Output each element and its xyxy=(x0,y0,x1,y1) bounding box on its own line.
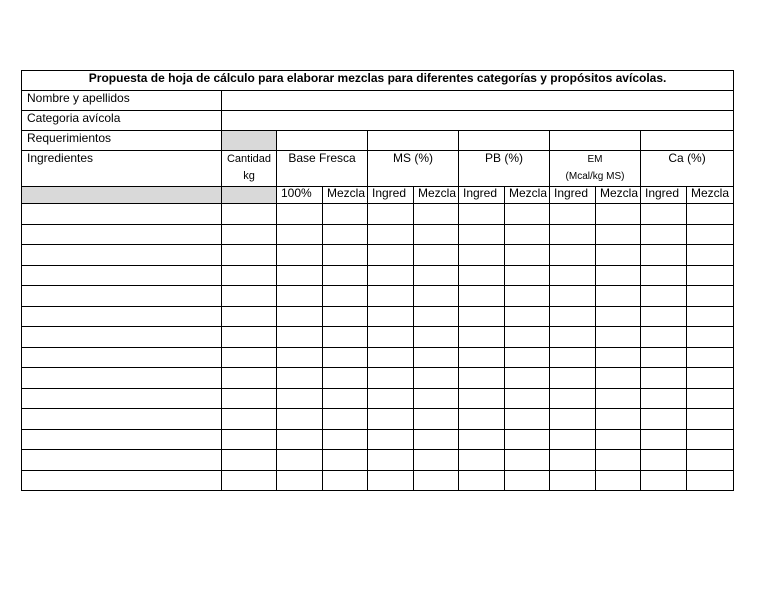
ingredient-cell[interactable] xyxy=(641,327,687,348)
ingredient-cell[interactable] xyxy=(22,388,222,409)
ingredient-cell[interactable] xyxy=(596,204,641,225)
ingredient-cell[interactable] xyxy=(222,286,277,307)
ingredient-cell[interactable] xyxy=(550,429,596,450)
ingredient-cell[interactable] xyxy=(596,327,641,348)
ingredient-cell[interactable] xyxy=(323,245,368,266)
ingredient-cell[interactable] xyxy=(459,245,505,266)
ingredient-cell[interactable] xyxy=(414,265,459,286)
ingredient-row xyxy=(22,470,734,491)
ingredient-cell[interactable] xyxy=(368,327,414,348)
ingredient-cell[interactable] xyxy=(277,327,323,348)
ingredient-cell[interactable] xyxy=(22,368,222,389)
ingredient-cell[interactable] xyxy=(368,245,414,266)
ingredient-row xyxy=(22,265,734,286)
ingredient-cell[interactable] xyxy=(459,224,505,245)
ingredient-cell[interactable] xyxy=(641,368,687,389)
ingredient-row xyxy=(22,347,734,368)
ingredient-cell[interactable] xyxy=(323,429,368,450)
ingredient-cell[interactable] xyxy=(368,265,414,286)
req-ca-cell[interactable] xyxy=(641,131,734,151)
ingredient-cell[interactable] xyxy=(368,470,414,491)
ms-header: MS (%) xyxy=(368,151,459,187)
ingredient-cell[interactable] xyxy=(505,450,550,471)
ingredient-cell[interactable] xyxy=(687,347,734,368)
ingredient-row xyxy=(22,224,734,245)
ingredient-cell[interactable] xyxy=(222,429,277,450)
ingredient-cell[interactable] xyxy=(222,368,277,389)
ingredient-cell[interactable] xyxy=(222,388,277,409)
ingredient-cell[interactable] xyxy=(277,286,323,307)
ingredient-cell[interactable] xyxy=(22,327,222,348)
ingredient-cell[interactable] xyxy=(459,204,505,225)
ingredient-cell[interactable] xyxy=(550,245,596,266)
pb-ingred-subheader: Ingred xyxy=(459,187,505,204)
ingredient-cell[interactable] xyxy=(323,409,368,430)
ingredient-cell[interactable] xyxy=(687,245,734,266)
ingredient-cell[interactable] xyxy=(414,286,459,307)
ingredient-cell[interactable] xyxy=(596,286,641,307)
ingredient-cell[interactable] xyxy=(505,286,550,307)
req-ms-cell[interactable] xyxy=(368,131,459,151)
ingredient-cell[interactable] xyxy=(222,204,277,225)
ingredient-cell[interactable] xyxy=(277,368,323,389)
ingredient-cell[interactable] xyxy=(277,306,323,327)
ingredient-row xyxy=(22,327,734,348)
ingredient-cell[interactable] xyxy=(641,265,687,286)
ingredient-cell[interactable] xyxy=(505,409,550,430)
ingredient-cell[interactable] xyxy=(277,429,323,450)
ingredient-cell[interactable] xyxy=(596,429,641,450)
ingredient-cell[interactable] xyxy=(459,470,505,491)
ingredient-cell[interactable] xyxy=(687,450,734,471)
ingredientes-label: Ingredientes xyxy=(22,151,222,187)
ingredient-cell[interactable] xyxy=(687,306,734,327)
ingredient-cell[interactable] xyxy=(222,245,277,266)
ingredient-row xyxy=(22,245,734,266)
ingredient-cell[interactable] xyxy=(641,450,687,471)
ingredient-cell[interactable] xyxy=(459,347,505,368)
ingredient-cell[interactable] xyxy=(277,470,323,491)
ingredient-cell[interactable] xyxy=(22,347,222,368)
ingredient-cell[interactable] xyxy=(22,409,222,430)
ingredient-cell[interactable] xyxy=(22,450,222,471)
ingredient-cell[interactable] xyxy=(22,224,222,245)
ingredient-cell[interactable] xyxy=(641,409,687,430)
ingredient-cell[interactable] xyxy=(459,265,505,286)
ingredient-cell[interactable] xyxy=(414,245,459,266)
ingredient-row xyxy=(22,286,734,307)
subheader-cantidad-cell xyxy=(222,187,277,204)
ingredient-cell[interactable] xyxy=(277,388,323,409)
ingredient-cell[interactable] xyxy=(641,245,687,266)
ingredient-cell[interactable] xyxy=(641,470,687,491)
ingredient-cell[interactable] xyxy=(368,204,414,225)
ingredient-cell[interactable] xyxy=(550,306,596,327)
ingredient-cell[interactable] xyxy=(414,347,459,368)
ca-ingred-subheader: Ingred xyxy=(641,187,687,204)
ingredient-cell[interactable] xyxy=(550,265,596,286)
ingredient-cell[interactable] xyxy=(277,224,323,245)
ingredient-cell[interactable] xyxy=(222,450,277,471)
ingredient-cell[interactable] xyxy=(596,224,641,245)
ingredient-cell[interactable] xyxy=(459,388,505,409)
ingredient-cell[interactable] xyxy=(550,224,596,245)
ingredient-cell[interactable] xyxy=(505,470,550,491)
ingredient-cell[interactable] xyxy=(323,470,368,491)
ingredient-row xyxy=(22,429,734,450)
ingredient-cell[interactable] xyxy=(596,347,641,368)
ingredient-cell[interactable] xyxy=(459,368,505,389)
ingredient-cell[interactable] xyxy=(641,306,687,327)
ingredient-cell[interactable] xyxy=(505,388,550,409)
ingredient-cell[interactable] xyxy=(222,224,277,245)
ingredient-row xyxy=(22,204,734,225)
ingredient-cell[interactable] xyxy=(596,388,641,409)
ingredient-cell[interactable] xyxy=(277,265,323,286)
ingredient-cell[interactable] xyxy=(222,327,277,348)
ingredient-cell[interactable] xyxy=(277,204,323,225)
ingredient-cell[interactable] xyxy=(641,204,687,225)
ingredient-cell[interactable] xyxy=(414,470,459,491)
ingredient-cell[interactable] xyxy=(550,327,596,348)
ingredient-cell[interactable] xyxy=(550,347,596,368)
ingredient-cell[interactable] xyxy=(368,286,414,307)
ingredient-cell[interactable] xyxy=(641,429,687,450)
ingredient-cell[interactable] xyxy=(641,388,687,409)
ingredient-cell[interactable] xyxy=(323,265,368,286)
cantidad-header-line1: Cantidad xyxy=(226,153,272,165)
ingredient-cell[interactable] xyxy=(368,429,414,450)
ingredient-cell[interactable] xyxy=(323,368,368,389)
ingredient-cell[interactable] xyxy=(414,306,459,327)
formulation-sheet xyxy=(21,70,734,491)
ingredient-cell[interactable] xyxy=(414,368,459,389)
ingredient-cell[interactable] xyxy=(414,327,459,348)
ingredient-cell[interactable] xyxy=(277,450,323,471)
ingredient-cell[interactable] xyxy=(550,286,596,307)
ingredient-cell[interactable] xyxy=(641,286,687,307)
ingredient-cell[interactable] xyxy=(550,409,596,430)
ingredient-cell[interactable] xyxy=(505,224,550,245)
ingredient-cell[interactable] xyxy=(277,245,323,266)
ingredient-cell[interactable] xyxy=(505,347,550,368)
ingredient-cell[interactable] xyxy=(22,286,222,307)
ingredient-cell[interactable] xyxy=(596,470,641,491)
requerimientos-cantidad-cell xyxy=(222,131,277,151)
em-ingred-subheader: Ingred xyxy=(550,187,596,204)
ingredient-cell[interactable] xyxy=(277,409,323,430)
ingredient-cell[interactable] xyxy=(550,470,596,491)
bf-mezcla-subheader: Mezcla xyxy=(323,187,368,204)
ingredient-cell[interactable] xyxy=(550,368,596,389)
ingredient-cell[interactable] xyxy=(414,450,459,471)
cantidad-header xyxy=(222,151,277,187)
ingredient-cell[interactable] xyxy=(222,347,277,368)
ingredient-cell[interactable] xyxy=(459,286,505,307)
nombre-input-cell[interactable] xyxy=(222,91,734,111)
ingredient-cell[interactable] xyxy=(368,306,414,327)
ingredient-cell[interactable] xyxy=(459,327,505,348)
em-mezcla-subheader: Mezcla xyxy=(596,187,641,204)
ingredient-cell[interactable] xyxy=(505,327,550,348)
ingredient-cell[interactable] xyxy=(459,450,505,471)
ingredient-cell[interactable] xyxy=(687,224,734,245)
ingredient-cell[interactable] xyxy=(641,347,687,368)
ingredient-row xyxy=(22,409,734,430)
categoria-label: Categoria avícola xyxy=(22,111,222,131)
ingredient-cell[interactable] xyxy=(414,409,459,430)
ingredient-cell[interactable] xyxy=(323,347,368,368)
ingredient-cell[interactable] xyxy=(368,450,414,471)
ca-mezcla-subheader: Mezcla xyxy=(687,187,734,204)
ingredient-cell[interactable] xyxy=(550,204,596,225)
ingredient-cell[interactable] xyxy=(414,388,459,409)
cantidad-header-line2: kg xyxy=(243,170,255,182)
ingredient-cell[interactable] xyxy=(596,409,641,430)
ingredient-cell[interactable] xyxy=(505,245,550,266)
ingredient-row xyxy=(22,450,734,471)
ingredient-cell[interactable] xyxy=(687,388,734,409)
ingredient-cell[interactable] xyxy=(687,265,734,286)
ms-ingred-subheader: Ingred xyxy=(368,187,414,204)
ingredient-cell[interactable] xyxy=(323,388,368,409)
ingredient-cell[interactable] xyxy=(596,368,641,389)
ingredient-cell[interactable] xyxy=(459,429,505,450)
ingredient-cell[interactable] xyxy=(277,347,323,368)
ingredient-cell[interactable] xyxy=(596,265,641,286)
ingredient-cell[interactable] xyxy=(459,409,505,430)
ingredient-cell[interactable] xyxy=(368,409,414,430)
ingredient-cell[interactable] xyxy=(22,306,222,327)
categoria-input-cell[interactable] xyxy=(222,111,734,131)
ingredient-cell[interactable] xyxy=(505,429,550,450)
ingredient-cell[interactable] xyxy=(323,204,368,225)
ingredient-cell[interactable] xyxy=(368,368,414,389)
pb-header: PB (%) xyxy=(459,151,550,187)
ingredient-cell[interactable] xyxy=(414,204,459,225)
ingredient-cell[interactable] xyxy=(414,224,459,245)
ingredient-cell[interactable] xyxy=(22,265,222,286)
em-header-line2: (Mcal/kg MS) xyxy=(565,171,625,182)
ingredient-cell[interactable] xyxy=(459,306,505,327)
ingredient-cell[interactable] xyxy=(687,286,734,307)
nombre-label: Nombre y apellidos xyxy=(22,91,222,111)
req-pb-cell[interactable] xyxy=(459,131,550,151)
ca-header: Ca (%) xyxy=(641,151,734,187)
ingredient-row xyxy=(22,306,734,327)
ingredient-cell[interactable] xyxy=(368,224,414,245)
ingredient-cell[interactable] xyxy=(323,286,368,307)
ingredient-row xyxy=(22,388,734,409)
ingredient-cell[interactable] xyxy=(596,245,641,266)
base-fresca-header: Base Fresca xyxy=(277,151,368,187)
ingredient-cell[interactable] xyxy=(222,409,277,430)
ingredient-cell[interactable] xyxy=(687,204,734,225)
em-header-line1: EM xyxy=(587,154,603,165)
ingredient-cell[interactable] xyxy=(596,306,641,327)
bf-100-subheader: 100% xyxy=(277,187,323,204)
ingredient-row xyxy=(22,368,734,389)
ingredient-cell[interactable] xyxy=(222,306,277,327)
ingredient-cell[interactable] xyxy=(505,204,550,225)
em-header xyxy=(550,151,641,187)
ingredient-cell[interactable] xyxy=(22,245,222,266)
subheader-ingredient-cell xyxy=(22,187,222,204)
ingredient-cell[interactable] xyxy=(222,265,277,286)
ingredient-cell[interactable] xyxy=(22,429,222,450)
sheet-title: Propuesta de hoja de cálculo para elaborar mezclas para diferentes categorías y propósitos avícolas. xyxy=(22,71,734,91)
ingredient-cell[interactable] xyxy=(323,224,368,245)
ingredient-cell[interactable] xyxy=(368,347,414,368)
ingredient-cell[interactable] xyxy=(596,450,641,471)
ingredient-cell[interactable] xyxy=(687,327,734,348)
ms-mezcla-subheader: Mezcla xyxy=(414,187,459,204)
ingredient-cell[interactable] xyxy=(505,265,550,286)
ingredient-cell[interactable] xyxy=(641,224,687,245)
ingredient-cell[interactable] xyxy=(323,450,368,471)
requerimientos-label: Requerimientos xyxy=(22,131,222,151)
ingredient-cell[interactable] xyxy=(368,388,414,409)
ingredient-cell[interactable] xyxy=(687,409,734,430)
ingredient-cell[interactable] xyxy=(550,388,596,409)
ingredient-cell[interactable] xyxy=(550,450,596,471)
ingredient-cell[interactable] xyxy=(414,429,459,450)
ingredient-cell[interactable] xyxy=(505,368,550,389)
pb-mezcla-subheader: Mezcla xyxy=(505,187,550,204)
ingredient-cell[interactable] xyxy=(687,470,734,491)
req-em-cell[interactable] xyxy=(550,131,641,151)
ingredient-cell[interactable] xyxy=(222,470,277,491)
ingredient-cell[interactable] xyxy=(687,368,734,389)
ingredient-cell[interactable] xyxy=(505,306,550,327)
ingredient-cell[interactable] xyxy=(687,429,734,450)
ingredient-cell[interactable] xyxy=(22,470,222,491)
ingredient-cell[interactable] xyxy=(323,306,368,327)
ingredient-cell[interactable] xyxy=(323,327,368,348)
req-base-fresca-cell[interactable] xyxy=(277,131,368,151)
ingredient-cell[interactable] xyxy=(22,204,222,225)
